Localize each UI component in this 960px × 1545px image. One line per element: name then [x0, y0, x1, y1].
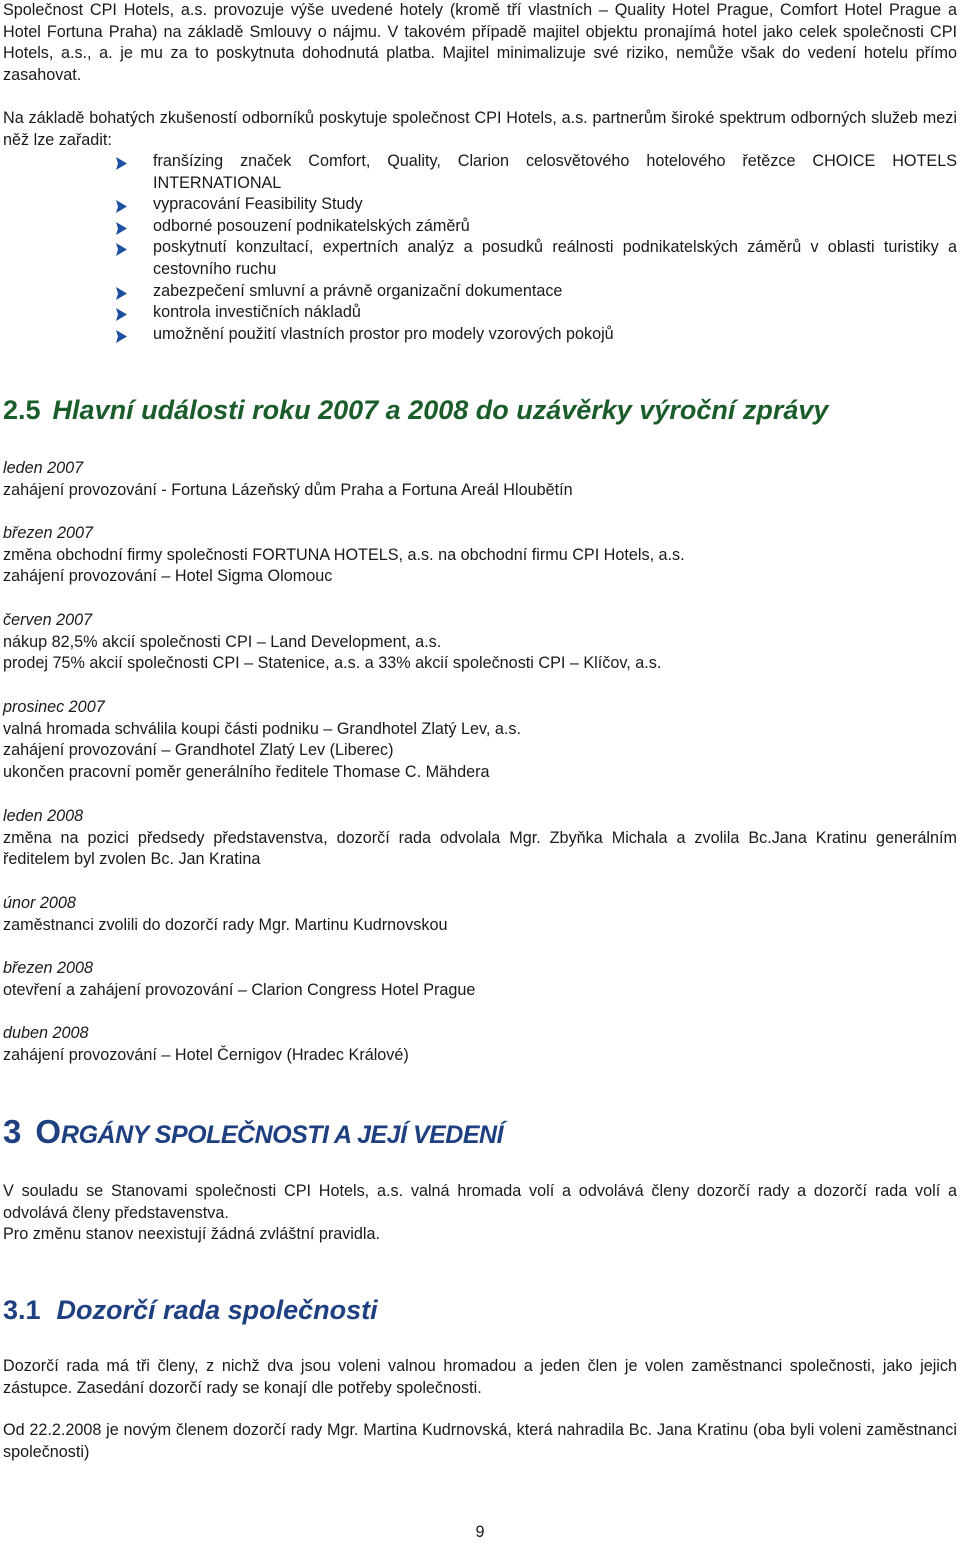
services-paragraph: Na základě bohatých zkušeností odborníků poskytuje společnost CPI Hotels, a.s. partnerům široké spektrum odborných služeb mezi něž lze zařadit: — [3, 109, 957, 149]
list-item: umožnění použití vlastních prostor pro modely vzorových pokojů — [3, 324, 957, 346]
section-3-1-heading: 3.1 Dozorčí rada společnosti — [3, 1295, 378, 1325]
event-line: ukončen pracovní poměr generálního ředitele Thomase C. Mähdera — [3, 762, 490, 781]
event-line: nákup 82,5% akcií společnosti CPI – Land Development, a.s. — [3, 632, 442, 651]
event-block — [3, 1023, 957, 1066]
list-item: franšízing značek Comfort, Quality, Clarion celosvětového hotelového řetězce CHOICE HOTELS INTERNATIONAL — [3, 151, 957, 194]
event-date: březen 2008 — [3, 959, 94, 977]
event-block — [3, 806, 957, 871]
section-3-1-paragraph: Dozorčí rada má tři členy, z nichž dva jsou voleni valnou hromadou a jeden člen je volen zaměstnanci společnosti, jako jejich zástupce. Zasedání dozorčí rady se konají dle potřeby společnosti. — [3, 1357, 957, 1397]
blue-arrow-bullet-icon — [116, 220, 127, 233]
list-item: kontrola investičních nákladů — [3, 302, 957, 324]
blue-arrow-bullet-icon — [116, 285, 127, 298]
event-line: zahájení provozování – Hotel Sigma Olomouc — [3, 567, 333, 586]
list-item: poskytnutí konzultací, expertních analýz a posudků reálnosti podnikatelských záměrů v oblasti turistiky a cestovního ruchu — [3, 237, 957, 280]
event-line: valná hromada schválila koupi části podniku – Grandhotel Zlatý Lev, a.s. — [3, 719, 521, 738]
event-line: změna na pozici předsedy představenstva, dozorčí rada odvolala Mgr. Zbyňka Michala a zvolila Bc.Jana Kratinu generálním ředitelem byl zvolen Bc. Jan Kratina — [3, 828, 957, 869]
blue-arrow-bullet-icon — [116, 155, 127, 168]
event-date: únor 2008 — [3, 894, 76, 912]
section-2-5-heading: 2.5 Hlavní události roku 2007 a 2008 do uzávěrky výroční zprávy — [3, 395, 829, 425]
event-block — [3, 458, 957, 501]
event-line: zahájení provozování - Fortuna Lázeňský dům Praha a Fortuna Areál Hloubětín — [3, 480, 573, 499]
section-3-heading: 3 ORGÁNY SPOLEČNOSTI A JEJÍ VEDENÍ — [3, 1113, 504, 1150]
event-block — [3, 893, 957, 936]
intro-paragraph: Společnost CPI Hotels, a.s. provozuje výše uvedené hotely (kromě tří vlastních – Quality Hotel Prague, Comfort Hotel Prague a Hotel Fortuna Praha) na základě Smlouvy o nájmu. V takovém případě majitel objektu pronajímá hotel jako celek společnosti CPI Hotels, a.s., a. je mu za to poskytnuta dohodnutá platba. Majitel minimalizuje své riziko, nemůže však do vedení hotelu přímo zasahovat. — [3, 1, 957, 84]
event-line: zahájení provozování – Hotel Černigov (Hradec Králové) — [3, 1045, 409, 1064]
event-block — [3, 523, 957, 588]
section-3-1-paragraph: Od 22.2.2008 je novým členem dozorčí rady Mgr. Martina Kudrnovská, která nahradila Bc. Jana Kratinu (oba byli voleni zaměstnanci společnosti) — [3, 1421, 957, 1461]
event-block — [3, 610, 957, 675]
blue-arrow-bullet-icon — [116, 198, 127, 211]
list-item: zabezpečení smluvní a právně organizační dokumentace — [3, 281, 957, 303]
list-item: vypracování Feasibility Study — [3, 194, 957, 216]
blue-arrow-bullet-icon — [116, 241, 127, 254]
event-date: červen 2007 — [3, 611, 93, 629]
services-list — [3, 151, 957, 345]
event-line: zaměstnanci zvolili do dozorčí rady Mgr. Martinu Kudrnovskou — [3, 915, 448, 934]
event-block — [3, 958, 957, 1001]
blue-arrow-bullet-icon — [116, 328, 127, 341]
event-date: prosinec 2007 — [3, 698, 105, 716]
event-block — [3, 697, 957, 783]
event-line: zahájení provozování – Grandhotel Zlatý Lev (Liberec) — [3, 741, 394, 760]
event-date: leden 2007 — [3, 459, 84, 477]
section-3-paragraph: Pro změnu stanov neexistují žádná zvláštní pravidla. — [3, 1225, 381, 1243]
event-line: prodej 75% akcií společnosti CPI – Statenice, a.s. a 33% akcií společnosti CPI – Klíčov, a.s. — [3, 654, 662, 673]
list-item: odborné posouzení podnikatelských záměrů — [3, 216, 957, 238]
event-date: leden 2008 — [3, 807, 84, 825]
blue-arrow-bullet-icon — [116, 306, 127, 319]
section-3-paragraph: V souladu se Stanovami společnosti CPI Hotels, a.s. valná hromada volí a odvolává členy dozorčí rady a dozorčí rada volí a odvolává členy představenstva. — [3, 1182, 957, 1222]
event-date: březen 2007 — [3, 524, 94, 542]
event-line: změna obchodní firmy společnosti FORTUNA HOTELS, a.s. na obchodní firmu CPI Hotels, a.s. — [3, 545, 685, 564]
event-date: duben 2008 — [3, 1024, 89, 1042]
event-line: otevření a zahájení provozování – Clarion Congress Hotel Prague — [3, 980, 476, 999]
page-number: 9 — [475, 1523, 485, 1541]
